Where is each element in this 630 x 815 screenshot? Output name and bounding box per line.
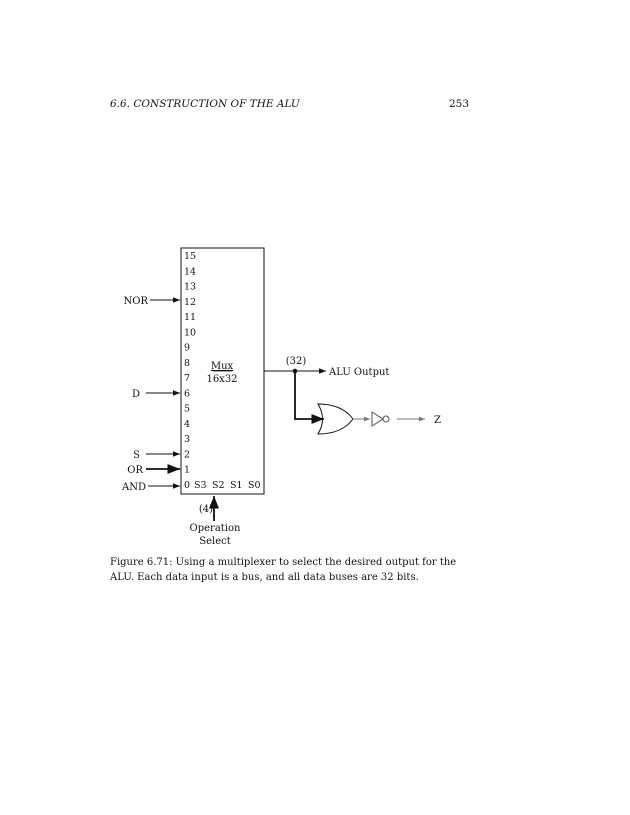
and-input-label: AND <box>122 482 146 493</box>
mux-input-number-10: 10 <box>184 327 197 339</box>
not-gate <box>372 412 383 426</box>
branch-to-or-gate <box>295 371 324 419</box>
select-bit-s0: S0 <box>248 480 261 491</box>
mux-input-number-1: 1 <box>184 464 191 476</box>
mux-input-number-13: 13 <box>184 281 197 293</box>
z-output-label: Z <box>434 415 441 426</box>
mux-select-bits <box>194 480 261 491</box>
mux-input-number-12: 12 <box>184 296 197 308</box>
mux-input-number-7: 7 <box>184 373 191 384</box>
mux-input-number-5: 5 <box>184 403 191 415</box>
operation-select-label-2: Select <box>199 536 231 547</box>
select-bit-s3: S3 <box>194 480 207 491</box>
mux-input-number-4: 4 <box>184 418 191 430</box>
mux-input-number-11: 11 <box>184 312 197 323</box>
select-bit-s1: S1 <box>230 480 243 491</box>
select-bit-s2: S2 <box>212 480 225 491</box>
running-header-section: 6.6. CONSTRUCTION OF THE ALU <box>110 98 300 110</box>
mux-input-number-3: 3 <box>184 434 191 445</box>
alu-output-label: ALU Output <box>329 367 390 378</box>
nor-input-label: NOR <box>123 296 148 307</box>
or-input-label: OR <box>127 465 143 476</box>
s-input-label: S <box>133 450 140 461</box>
select-bus-width: (4) <box>198 504 214 515</box>
operation-select-label-1: Operation <box>189 523 241 534</box>
mux-size: 16x32 <box>206 374 238 385</box>
mux-input-number-6: 6 <box>184 388 191 400</box>
output-bus-width: (32) <box>285 356 307 367</box>
mux-input-number-2: 2 <box>184 449 191 461</box>
mux-input-number-9: 9 <box>184 342 191 354</box>
mux-input-number-14: 14 <box>184 266 197 278</box>
mux-title: Mux <box>210 361 234 372</box>
mux-input-numbers <box>184 251 196 491</box>
page-number: 253 <box>449 98 470 110</box>
mux-input-number-0: 0 <box>184 479 191 491</box>
mux-input-number-8: 8 <box>184 357 191 369</box>
figure-caption: Figure 6.71: Using a multiplexer to select the desired output for the ALU. Each data input is a bus, and all data buses are 32 bits. <box>110 557 457 583</box>
d-input-label: D <box>131 389 140 400</box>
mux-input-number-15: 15 <box>184 251 197 262</box>
